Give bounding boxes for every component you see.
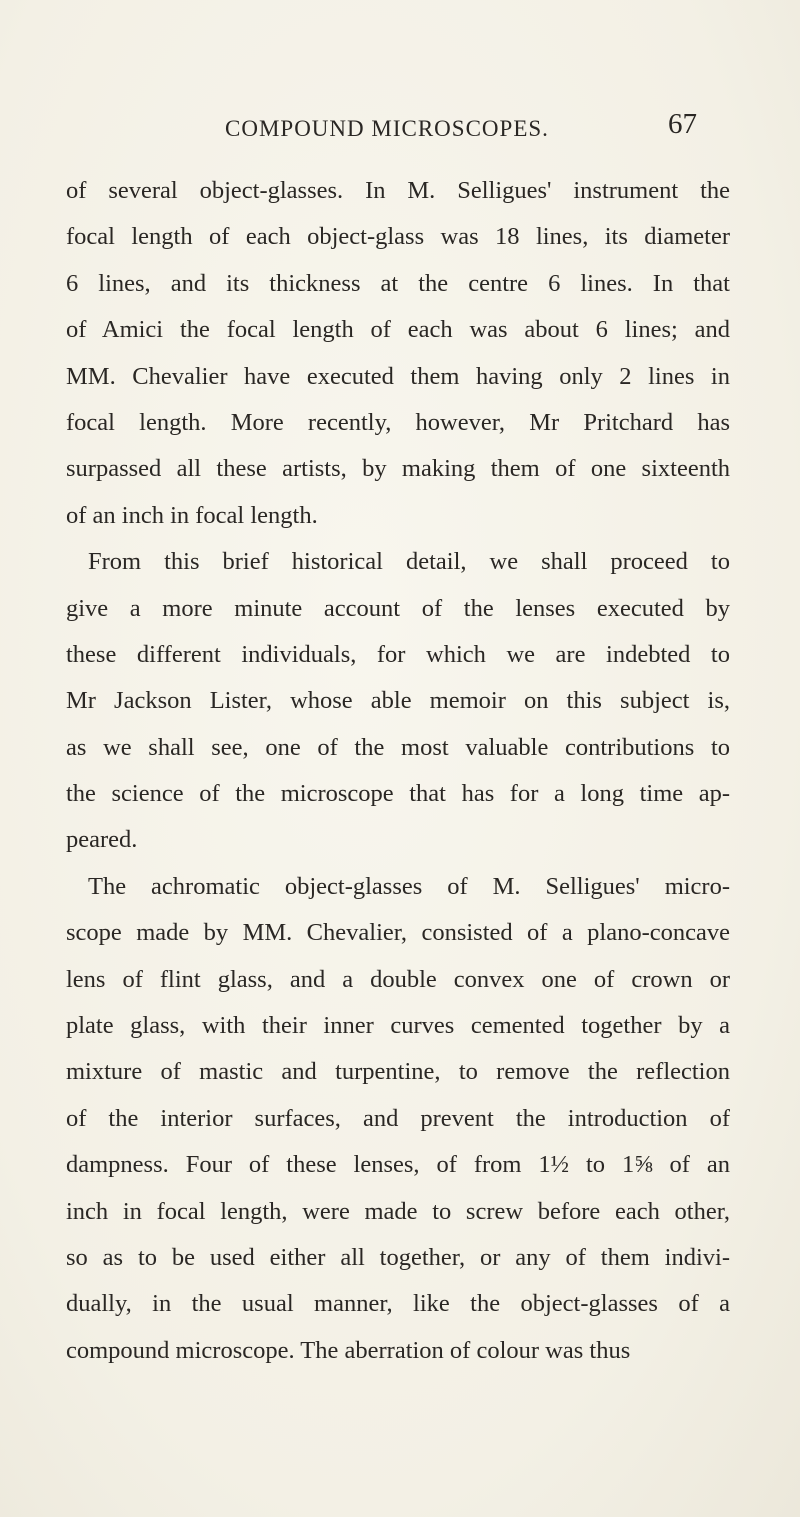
text-line: plate glass, with their inner curves cemented together by a (66, 1012, 730, 1040)
page-header (0, 108, 800, 148)
text-line: mixture of mastic and turpentine, to remove the reflection (66, 1058, 730, 1086)
text-line: give a more minute account of the lenses executed by (66, 594, 730, 622)
body-text (66, 168, 730, 1374)
text-line: focal length. More recently, however, Mr Pritchard has (66, 408, 730, 436)
page-number: 67 (668, 108, 697, 140)
text-line: of Amici the focal length of each was about 6 lines; and (66, 316, 730, 344)
text-line: surpassed all these artists, by making them of one sixteenth (66, 455, 730, 483)
paragraph-first-line: From this brief historical detail, we shall proceed to (88, 548, 730, 576)
text-line: peared. (66, 826, 138, 854)
text-line: focal length of each object-glass was 18 lines, its diameter (66, 223, 730, 251)
text-line: of the interior surfaces, and prevent the introduction of (66, 1104, 730, 1132)
text-line: lens of flint glass, and a double convex one of crown or (66, 965, 730, 993)
text-line: compound microscope. The aberration of colour was thus (66, 1336, 631, 1364)
text-line: Mr Jackson Lister, whose able memoir on this subject is, (66, 687, 730, 715)
text-line: dampness. Four of these lenses, of from 1½ to 1⅝ of an (66, 1151, 730, 1179)
text-line: so as to be used either all together, or any of them indivi- (66, 1243, 730, 1271)
text-line: these different individuals, for which we are indebted to (66, 640, 730, 668)
paragraph-first-line: The achromatic object-glasses of M. Selligues' micro- (88, 872, 730, 900)
text-line: 6 lines, and its thickness at the centre 6 lines. In that (66, 269, 730, 297)
running-title: COMPOUND MICROSCOPES. (225, 116, 549, 141)
text-line: scope made by MM. Chevalier, consisted of a plano-concave (66, 919, 730, 947)
text-line: inch in focal length, were made to screw before each other, (66, 1197, 730, 1225)
text-line: as we shall see, one of the most valuable contributions to (66, 733, 730, 761)
text-line: the science of the microscope that has for a long time ap- (66, 780, 730, 808)
text-line: of several object-glasses. In M. Selligues' instrument the (66, 177, 730, 204)
text-line: of an inch in focal length. (66, 501, 318, 529)
text-line: MM. Chevalier have executed them having only 2 lines in (66, 362, 730, 390)
text-line: dually, in the usual manner, like the object-glasses of a (66, 1290, 730, 1318)
